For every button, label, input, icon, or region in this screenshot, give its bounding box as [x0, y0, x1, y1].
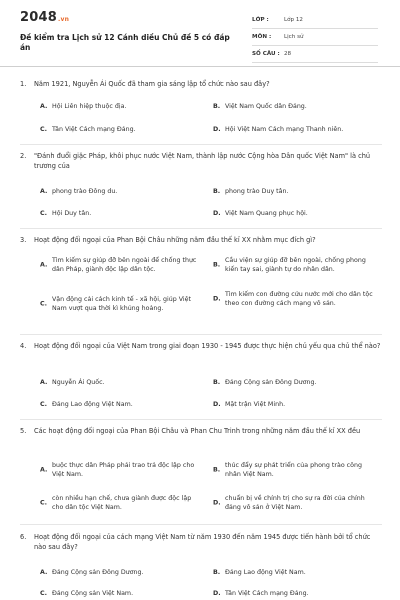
site-logo[interactable] [20, 10, 69, 25]
option-b[interactable] [213, 378, 373, 387]
meta-value: Lịch sử [284, 34, 304, 40]
option-text: Vận động cải cách kinh tế - xã hội, giúp Việt Nam vượt qua thời kì khủng hoảng. [52, 296, 192, 312]
option-letter: B. [213, 466, 221, 474]
option-a[interactable] [40, 461, 200, 479]
question-3 [20, 236, 382, 246]
option-text: Tìm kiếm con đường cứu nước mới cho dân tộc theo con đường cách mạng vô sản. [225, 291, 373, 307]
option-a[interactable] [40, 256, 200, 274]
option-text: Việt Nam Quang phục hội. [225, 210, 308, 217]
option-d[interactable] [213, 589, 373, 598]
option-a[interactable] [40, 102, 200, 111]
question-5 [20, 427, 382, 437]
option-text: Mặt trận Việt Minh. [225, 401, 286, 408]
option-c[interactable] [40, 494, 200, 512]
option-text: Hội Việt Nam Cách mạng Thanh niên. [225, 126, 344, 133]
option-d[interactable] [213, 290, 373, 308]
option-letter: D. [213, 210, 221, 217]
option-letter: D. [213, 499, 221, 507]
question-number: 6. [20, 533, 27, 541]
meta-value: Lớp 12 [284, 17, 303, 23]
logo-main: 2048 [20, 10, 57, 25]
meta-value: 28 [284, 51, 292, 57]
option-d[interactable] [213, 494, 373, 512]
option-text: Đảng Cộng sản Đông Dương. [52, 569, 144, 576]
question-number: 4. [20, 342, 27, 350]
option-text: Đảng Lao động Việt Nam. [52, 401, 133, 408]
option-text: thúc đẩy sự phát triển của phong trào công nhân Việt Nam. [225, 462, 362, 478]
option-text: Đảng Cộng sản Đông Dương. [225, 379, 317, 386]
option-text: Việt Nam Quốc dân Đảng. [225, 103, 307, 110]
divider [20, 144, 382, 145]
option-text: buộc thực dân Pháp phải trao trả độc lập cho Việt Nam. [52, 462, 195, 478]
option-letter: B. [213, 379, 221, 386]
option-letter: D. [213, 401, 221, 408]
option-b[interactable] [213, 102, 373, 111]
option-letter: B. [213, 261, 221, 269]
meta-row-count [252, 46, 378, 63]
option-b[interactable] [213, 187, 373, 196]
option-c[interactable] [40, 209, 200, 218]
option-letter: A. [40, 188, 48, 195]
option-letter: C. [40, 300, 48, 308]
option-text: Tân Việt Cách mạng Đảng. [225, 590, 309, 597]
option-text: Tìm kiếm sự giúp đỡ bên ngoài để chống thực dân Pháp, giành độc lập dân tộc. [52, 257, 197, 273]
option-d[interactable] [213, 400, 373, 409]
page-title: Đề kiểm tra Lịch sử 12 Cánh diều Chủ đề 5 có đáp án [20, 33, 230, 52]
option-text: Hội Liên hiệp thuộc địa. [52, 103, 127, 110]
option-letter: A. [40, 569, 48, 576]
option-letter: A. [40, 103, 48, 110]
question-text: Hoạt động đối ngoại của Phan Bội Châu những năm đầu thế kỉ XX nhằm mục đích gì? [34, 236, 316, 244]
question-number: 3. [20, 236, 27, 244]
meta-row-class [252, 12, 378, 29]
question-1 [20, 80, 382, 90]
option-text: phong trào Duy tân. [225, 188, 289, 195]
question-2 [20, 152, 382, 171]
question-4 [20, 342, 382, 352]
option-b[interactable] [213, 256, 373, 274]
question-number: 1. [20, 80, 27, 88]
option-d[interactable] [213, 125, 373, 134]
option-b[interactable] [213, 461, 373, 479]
option-text: còn nhiều hạn chế, chưa giành được độc lập cho dân tộc Việt Nam. [52, 495, 192, 511]
option-text: phong trào Đông du. [52, 188, 118, 195]
meta-label: MÔN : [252, 34, 272, 40]
option-letter: D. [213, 590, 221, 597]
option-letter: D. [213, 126, 221, 133]
option-letter: A. [40, 261, 48, 269]
option-letter: A. [40, 466, 48, 474]
option-c[interactable] [40, 589, 200, 598]
option-letter: A. [40, 379, 48, 386]
logo-suffix: .vn [57, 16, 70, 23]
option-letter: C. [40, 590, 48, 597]
question-number: 5. [20, 427, 27, 435]
exam-header [0, 0, 400, 67]
option-b[interactable] [213, 568, 373, 577]
meta-label: LỚP : [252, 17, 269, 23]
question-6 [20, 533, 382, 552]
option-c[interactable] [40, 295, 200, 313]
option-letter: C. [40, 210, 48, 217]
option-text: chuẩn bị về chính trị cho sự ra đời của chính đảng vô sản ở Việt Nam. [225, 495, 365, 511]
option-letter: C. [40, 401, 48, 408]
option-c[interactable] [40, 125, 200, 134]
question-text: Năm 1921, Nguyễn Ái Quốc đã tham gia sáng lập tổ chức nào sau đây? [34, 80, 270, 88]
meta-label: SỐ CÂU : [252, 51, 280, 57]
option-text: Đảng Cộng sản Việt Nam. [52, 590, 134, 597]
option-letter: B. [213, 188, 221, 195]
question-number: 2. [20, 152, 27, 160]
option-text: Nguyễn Ái Quốc. [52, 379, 105, 386]
question-text: Hoạt động đối ngoại của Việt Nam trong giai đoạn 1930 - 1945 được thực hiện chủ yếu qua chủ thể nào? [34, 342, 381, 350]
option-letter: D. [213, 295, 221, 303]
option-letter: C. [40, 126, 48, 133]
option-letter: B. [213, 569, 221, 576]
option-text: Đảng Lao động Việt Nam. [225, 569, 306, 576]
option-c[interactable] [40, 400, 200, 409]
question-text: "Đánh đuổi giặc Pháp, khôi phục nước Việt Nam, thành lập nước Cộng hòa Dân quốc Việt Nam" là chủ trương của [34, 152, 371, 170]
option-text: Hội Duy tân. [52, 210, 92, 217]
exam-meta-table [252, 12, 378, 63]
divider [20, 419, 382, 420]
divider [20, 334, 382, 335]
option-a[interactable] [40, 568, 200, 577]
option-letter: B. [213, 103, 221, 110]
question-text: Hoạt động đối ngoại của cách mạng Việt Nam từ năm 1930 đến năm 1945 được tiến hành bởi tổ chức nào sau đây? [34, 533, 371, 551]
divider [20, 524, 382, 525]
option-a[interactable] [40, 187, 200, 196]
question-text: Các hoạt động đối ngoại của Phan Bội Châu và Phan Chu Trinh trong những năm đầu thế kỉ XX đều [34, 427, 361, 435]
divider [20, 228, 382, 229]
option-text: Cầu viện sự giúp đỡ bên ngoài, chống phong kiến tay sai, giành tự do nhân dân. [225, 257, 366, 273]
option-letter: C. [40, 499, 48, 507]
option-a[interactable] [40, 378, 200, 387]
meta-row-subject [252, 29, 378, 46]
option-d[interactable] [213, 209, 373, 218]
option-text: Tân Việt Cách mạng Đảng. [52, 126, 136, 133]
